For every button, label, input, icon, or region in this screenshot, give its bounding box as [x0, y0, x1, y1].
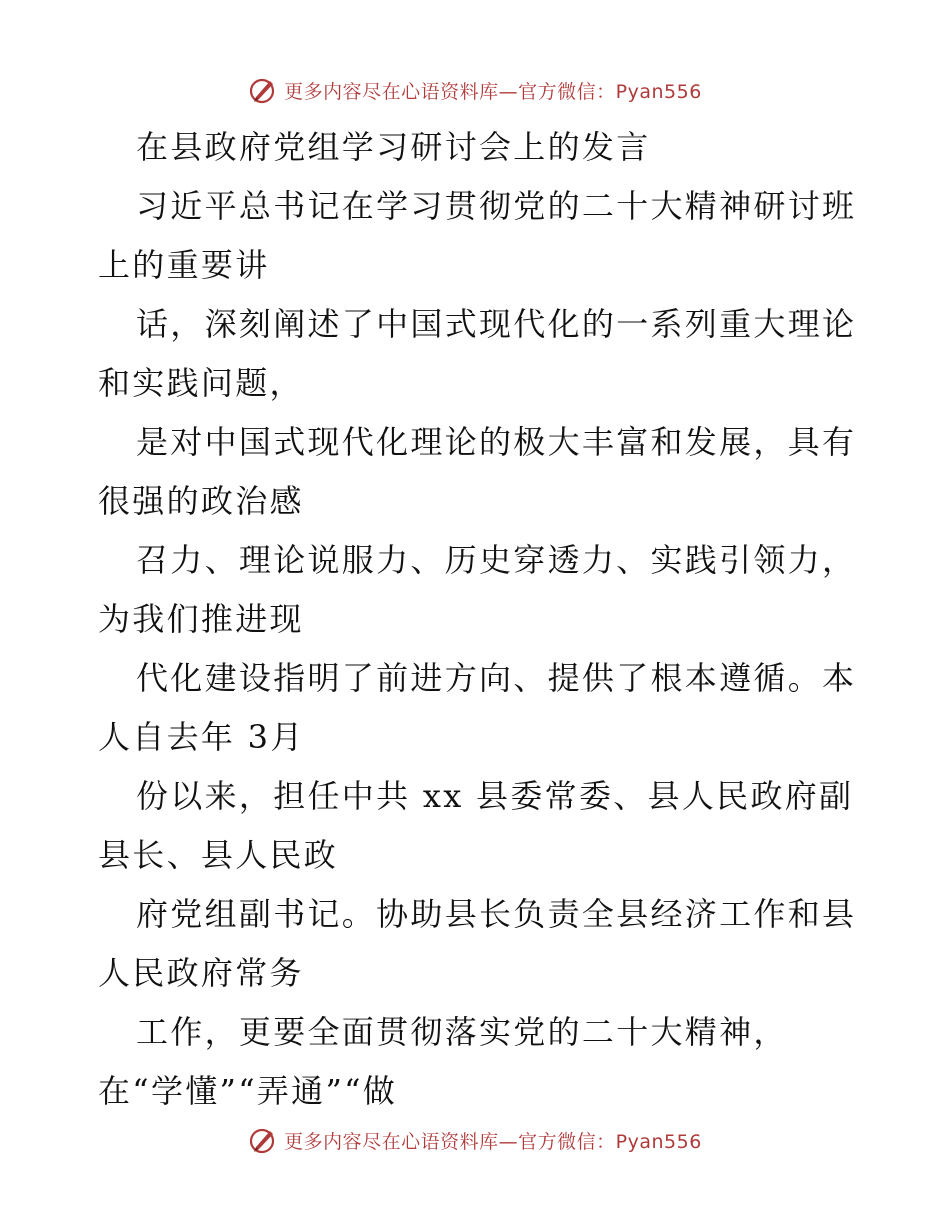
- paragraph-line: 习近平总书记在学习贯彻党的二十大精神研讨班: [136, 187, 857, 225]
- paragraph-line: 县长、县人民政: [98, 836, 339, 874]
- paragraph-line: 很强的政治感: [98, 482, 304, 520]
- paragraph-line: 是对中国式现代化理论的极大丰富和发展，具有: [136, 423, 857, 461]
- paragraph-line: 工作，更要全面贯彻落实党的二十大精神，: [136, 1013, 788, 1051]
- watermark-text: 更多内容尽在心语资料库—官方微信：Pyan556: [284, 1130, 702, 1153]
- quill-pen-logo-icon: [248, 75, 278, 105]
- paragraph-line: 府党组副书记。协助县长负责全县经济工作和县: [136, 895, 857, 933]
- footer-watermark: [0, 1122, 950, 1158]
- paragraph-line: 上的重要讲: [98, 246, 270, 284]
- paragraph-line: 召力、理论说服力、历史穿透力、实践引领力，: [136, 541, 857, 579]
- paragraph-line: 代化建设指明了前进方向、提供了根本遵循。本: [136, 659, 857, 697]
- document-title: 在县政府党组学习研讨会上的发言: [136, 128, 651, 166]
- paragraph-line: 话，深刻阐述了中国式现代化的一系列重大理论: [136, 305, 857, 343]
- document-body: [98, 118, 858, 1121]
- header-watermark: [0, 72, 950, 108]
- paragraph-line: 和实践问题，: [98, 364, 304, 402]
- paragraph-line: 人自去年 3月: [98, 718, 305, 756]
- paragraph-line: 为我们推进现: [98, 600, 304, 638]
- paragraph-line: 份以来，担任中共 xx 县委常委、县人民政府副: [136, 777, 854, 815]
- watermark-text: 更多内容尽在心语资料库—官方微信：Pyan556: [284, 80, 702, 103]
- paragraph-line: 人民政府常务: [98, 954, 304, 992]
- quill-pen-logo-icon: [248, 1125, 278, 1155]
- paragraph-line: 在“学懂”“弄通”“做: [98, 1072, 398, 1110]
